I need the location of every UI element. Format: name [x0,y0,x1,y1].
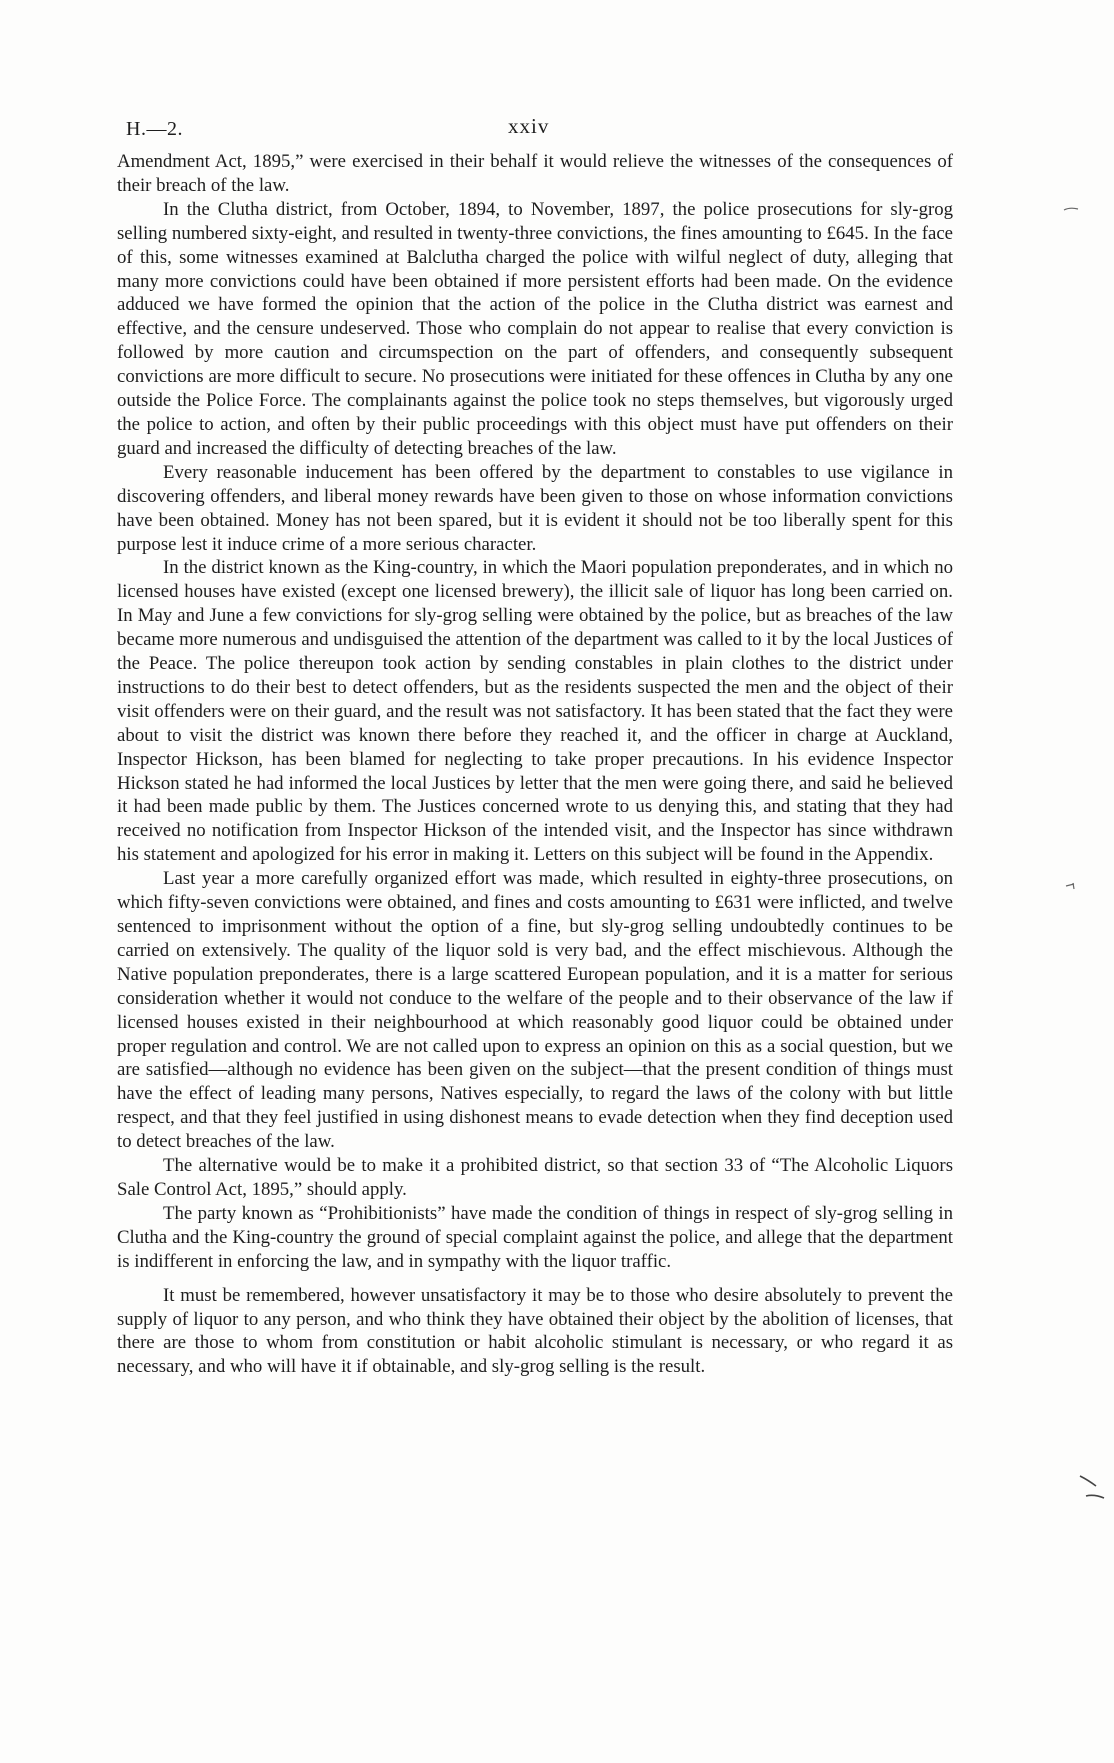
paragraph-inducements: Every reasonable inducement has been offered by the department to constables to use vigilance in discovering offenders, and liberal money rewards have been given to those on whose information convictions have been obtained. Money has not been spared, but it is evident it should not be too liberally spent for this purpose lest it induce crime of a more serious character. [117,461,953,555]
paragraph-continuation: Amendment Act, 1895,” were exercised in their behalf it would relieve the witnesses of the consequences of their breach of the law. [117,151,953,196]
margin-scan-mark [1078,1472,1108,1502]
paragraph-clutha-district: In the Clutha district, from October, 1894, to November, 1897, the police prosecutions for sly-grog selling numbered sixty-eight, and resulted in twenty-three convictions, the fines amounting to £645. In the face of this, some witnesses examined at Balclutha charged the police with wilful neglect of duty, alleging that many more convictions could have been obtained if more persistent efforts had been made. On the evidence adduced we have formed the opinion that the action of the police in the Clutha district was earnest and effective, and the censure undeserved. Those who complain do not appear to realise that every conviction is followed by more caution and circumspection on the part of offenders, and consequently subsequent convictions are more difficult to secure. No prosecutions were initiated for these offences in Clutha by any one outside the Police Force. The complainants against the police took no steps themselves, but vigorously urged the police to action, and often by their public proceedings with this object must have put offenders on their guard and increased the difficulty of detecting breaches of the law. [117,198,953,459]
body-text [117,150,953,1379]
paragraph-alternative: The alternative would be to make it a prohibited district, so that section 33 of “The Alcoholic Liquors Sale Control Act, 1895,” should apply. [117,1155,953,1200]
paragraph-king-country: In the district known as the King-country, in which the Maori population preponderates, and in which no licensed houses have existed (except one licensed brewery), the illicit sale of liquor has long been carried on. In May and June a few convictions for sly-grog selling were obtained by the police, but as breaches of the law became more numerous and undisguised the attention of the department was called to it by the local Justices of the Peace. The police thereupon took action by sending constables in plain clothes to the district under instructions to do their best to detect offenders, but as the residents suspected the men and the object of their visit offenders were on their guard, and the result was not satisfactory. It has been stated that the fact they were about to visit the district was known there before they reached it, and the officer in charge at Auckland, Inspector Hickson, has been blamed for neglecting to take proper precautions. In his evidence Inspector Hickson stated he had informed the local Justices by letter that the men were going there, and said he believed it had been made public by them. The Justices concerned wrote to us denying this, and stating that they had received no notification from Inspector Hickson of the intended visit, and the Inspector has since withdrawn his statement and apologized for his error in making it. Letters on this subject will be found in the Appendix. [117,557,953,866]
document-reference: H.—2. [126,118,183,140]
page-number: xxiv [508,114,550,138]
margin-scan-mark [1062,204,1082,214]
paragraph-prohibitionists: The party known as “Prohibitionists” have made the condition of things in respect of sly-grog selling in Clutha and the King-country the ground of special complaint against the police, and allege that the department is indifferent in enforcing the law, and in sympathy with the liquor traffic. [117,1202,953,1272]
margin-scan-mark [1064,880,1078,892]
paragraph-remembered: It must be remembered, however unsatisfactory it may be to those who desire absolutely to prevent the supply of liquor to any person, and who think they have obtained their object by the abolition of licenses, that there are those to whom from constitution or habit alcoholic stimulant is necessary, or who regard it as necessary, and who will have it if obtainable, and sly-grog selling is the result. [117,1284,953,1378]
paragraph-last-year: Last year a more carefully organized effort was made, which resulted in eighty-three prosecutions, on which fifty-seven convictions were obtained, and fines and costs amounting to £631 were inflicted, and twelve sentenced to imprisonment without the option of a fine, but sly-grog selling undoubtedly continues to be carried on extensively. The quality of the liquor sold is very bad, and the effect mischievous. Although the Native population preponderates, there is a large scattered European population, and it is a matter for serious consideration whether it would not conduce to the welfare of the people and to their observance of the law if licensed houses existed in their neighbourhood at which reasonably good liquor could be obtained under proper regulation and control. We are not called upon to express an opinion on this as a social question, but we are satisfied—although no evidence has been given on the subject—that the present condition of things must have the effect of leading many persons, Natives especially, to regard the laws of the colony with but little respect, and that they feel justified in using dishonest means to evade detection when they find deception used to detect breaches of the law. [117,868,953,1153]
